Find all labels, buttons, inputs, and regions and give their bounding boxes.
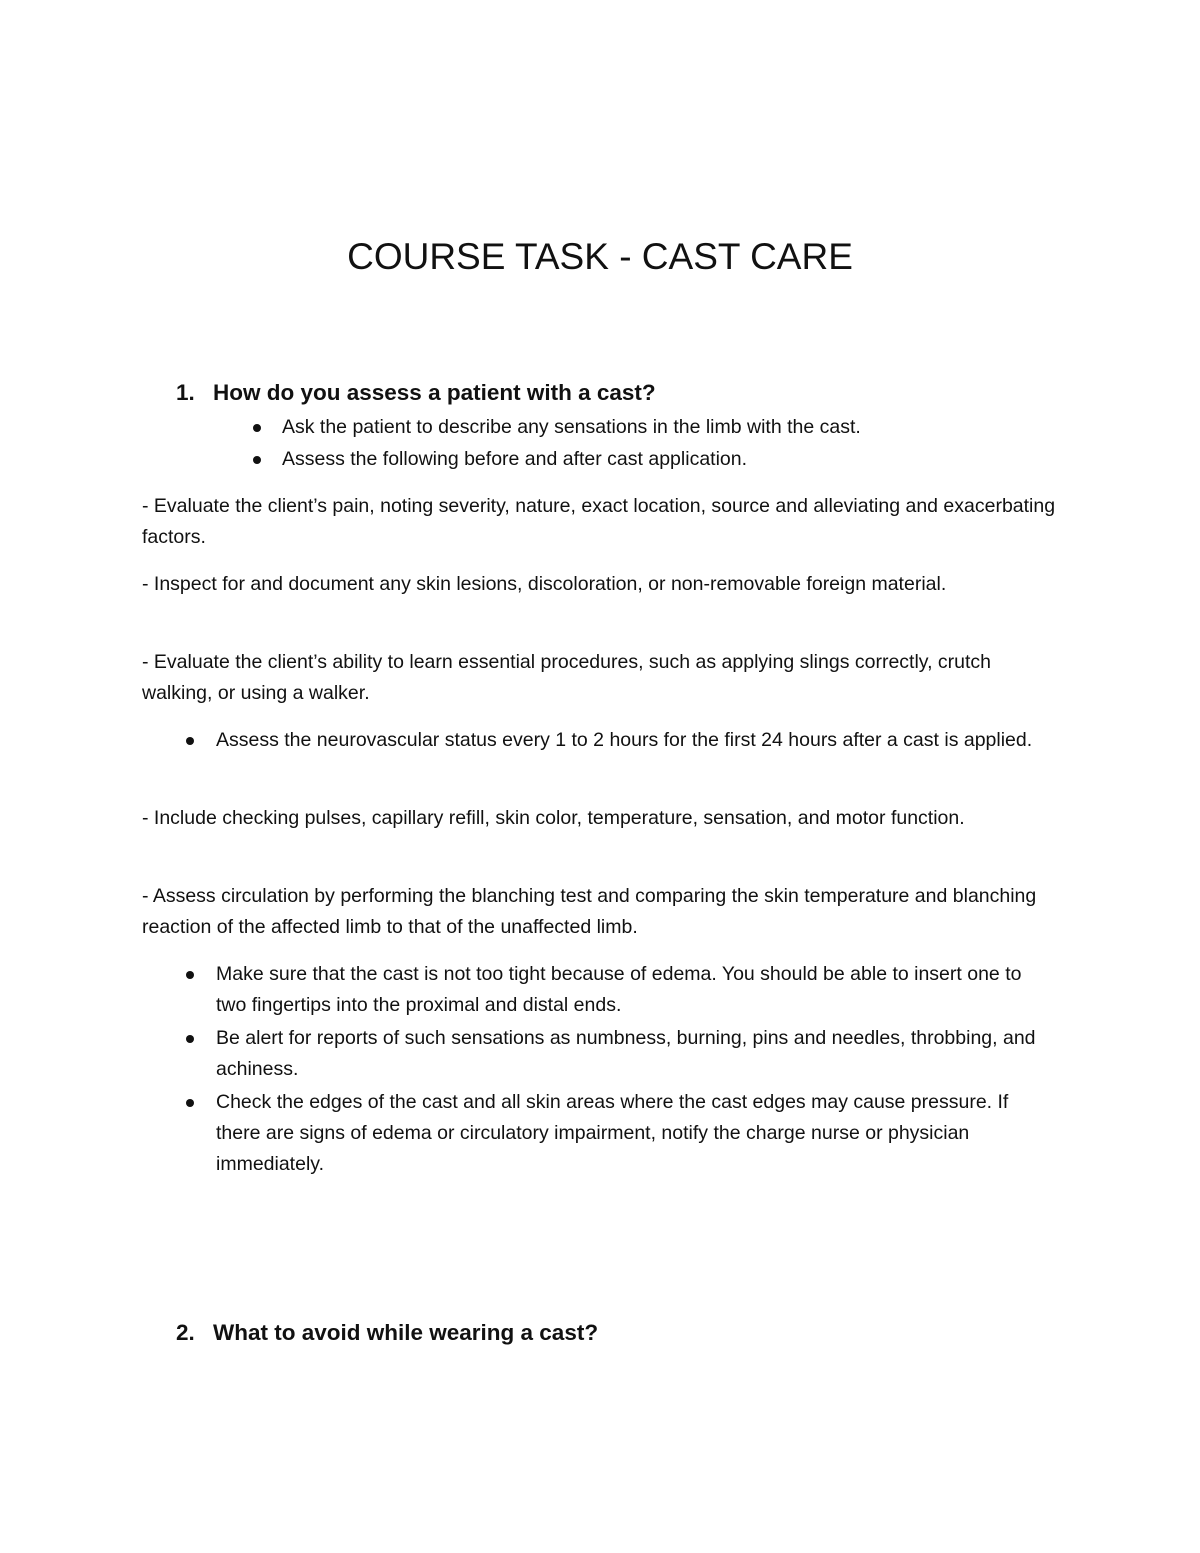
bullet-dot-icon bbox=[253, 456, 261, 464]
bullet-dot-icon bbox=[186, 971, 194, 979]
body-paragraph: - Evaluate the client’s pain, noting severity, nature, exact location, source and alleviating and exacerbating factors. bbox=[142, 495, 1056, 548]
bullet-text: Assess the following before and after cast application. bbox=[282, 448, 748, 470]
question-2-heading bbox=[176, 1320, 598, 1346]
bullet-item bbox=[282, 412, 1082, 443]
bullet-item bbox=[216, 959, 1046, 1021]
question-2-number: 2. bbox=[176, 1320, 195, 1345]
body-paragraph: - Inspect for and document any skin lesions, discoloration, or non-removable foreign material. bbox=[142, 573, 947, 595]
body-paragraph: - Assess circulation by performing the blanching test and comparing the skin temperature and blanching reaction of the affected limb to that of the unaffected limb. bbox=[142, 885, 1037, 938]
question-2-text: What to avoid while wearing a cast? bbox=[213, 1320, 599, 1345]
question-1-heading bbox=[176, 380, 656, 406]
bullet-text: Check the edges of the cast and all skin areas where the cast edges may cause pressure. If there are signs of edema or circulatory impairment, notify the charge nurse or physician immediately. bbox=[216, 1091, 1009, 1175]
question-1-number: 1. bbox=[176, 380, 195, 405]
bullet-dot-icon bbox=[186, 737, 194, 745]
body-paragraph: - Include checking pulses, capillary refill, skin color, temperature, sensation, and motor function. bbox=[142, 807, 965, 829]
bullet-item bbox=[216, 725, 1066, 756]
bullet-text: Assess the neurovascular status every 1 to 2 hours for the first 24 hours after a cast is applied. bbox=[216, 729, 1033, 751]
bullet-item bbox=[282, 444, 1082, 475]
question-1-text: How do you assess a patient with a cast? bbox=[213, 380, 656, 405]
bullet-item bbox=[216, 1087, 1046, 1180]
body-paragraph: - Evaluate the client’s ability to learn essential procedures, such as applying slings correctly, crutch walking, or using a walker. bbox=[142, 651, 992, 704]
bullet-text: Make sure that the cast is not too tight because of edema. You should be able to insert one to two fingertips into the proximal and distal ends. bbox=[216, 963, 1022, 1016]
bullet-text: Ask the patient to describe any sensations in the limb with the cast. bbox=[282, 416, 861, 438]
bullet-dot-icon bbox=[186, 1099, 194, 1107]
bullet-dot-icon bbox=[186, 1035, 194, 1043]
bullet-text: Be alert for reports of such sensations as numbness, burning, pins and needles, throbbing, and achiness. bbox=[216, 1027, 1036, 1080]
document-title: COURSE TASK - CAST CARE bbox=[347, 236, 853, 277]
bullet-item bbox=[216, 1023, 1046, 1085]
bullet-dot-icon bbox=[253, 424, 261, 432]
